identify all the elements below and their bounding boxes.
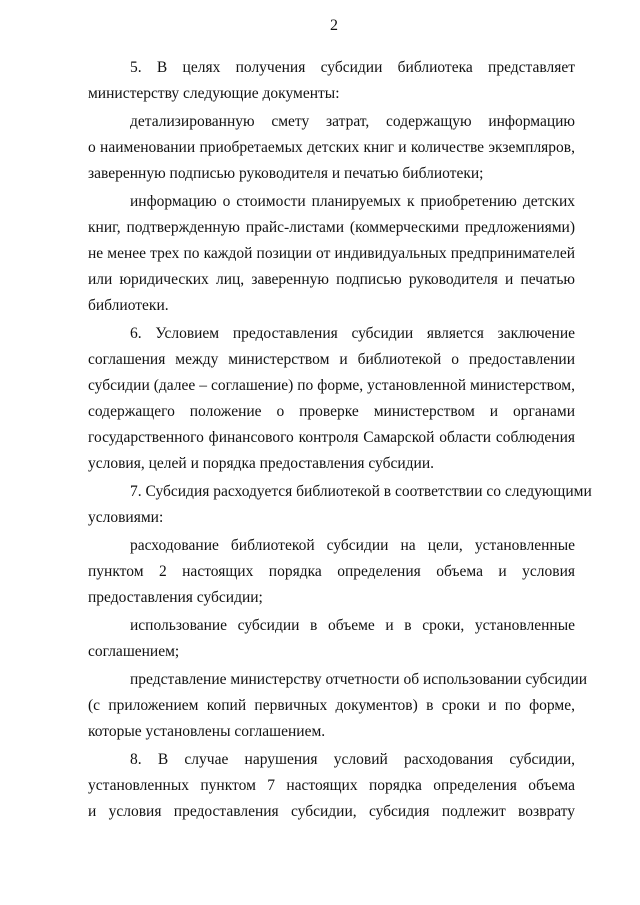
text-line: библиотеки. (88, 297, 169, 314)
text-line: не менее трех по каждой позиции от индивидуальных предпринимателей (88, 245, 575, 262)
text-line: 8. В случае нарушения условий расходования субсидии, (130, 751, 575, 768)
text-line: (с приложением копий первичных документов) в сроки и по форме, (88, 697, 575, 714)
text-line: книг, подтвержденную прайс-листами (коммерческими предложениями) (88, 219, 575, 236)
text-line: 7. Субсидия расходуется библиотекой в соответствии со следующими (130, 483, 592, 500)
text-line: субсидии (далее – соглашение) по форме, установленной министерством, (88, 377, 575, 394)
text-line: соглашением; (88, 643, 180, 660)
text-line: и условия предоставления субсидии, субсидия подлежит возврату (88, 803, 575, 820)
text-line: условиями: (88, 509, 164, 526)
text-line: расходование библиотекой субсидии на цели, установленные (130, 537, 575, 554)
text-line: предоставления субсидии; (88, 589, 263, 606)
page-number: 2 (330, 17, 338, 34)
text-line: 5. В целях получения субсидии библиотека представляет (130, 59, 575, 76)
text-line: о наименовании приобретаемых детских книг и количестве экземпляров, (88, 139, 575, 156)
text-line: детализированную смету затрат, содержащую информацию (130, 113, 575, 130)
text-line: использование субсидии в объеме и в сроки, установленные (130, 617, 575, 634)
text-line: установленных пунктом 7 настоящих порядка определения объема (88, 777, 575, 794)
text-line: министерству следующие документы: (88, 85, 340, 102)
text-line: или юридических лиц, заверенную подписью руководителя и печатью (88, 271, 575, 288)
text-line: содержащего положение о проверке министерством и органами (88, 403, 575, 420)
text-line: 6. Условием предоставления субсидии является заключение (130, 325, 575, 342)
text-line: которые установлены соглашением. (88, 723, 326, 740)
text-line: государственного финансового контроля Самарской области соблюдения (88, 429, 575, 446)
text-line: условия, целей и порядка предоставления субсидии. (88, 455, 435, 472)
text-line: представление министерству отчетности об использовании субсидии (130, 671, 588, 688)
text-line: пунктом 2 настоящих порядка определения объема и условия (88, 563, 575, 580)
text-line: соглашения между министерством и библиотекой о предоставлении (88, 351, 575, 368)
text-line: заверенную подписью руководителя и печатью библиотеки; (88, 165, 484, 182)
text-line: информацию о стоимости планируемых к приобретению детских (130, 193, 575, 210)
